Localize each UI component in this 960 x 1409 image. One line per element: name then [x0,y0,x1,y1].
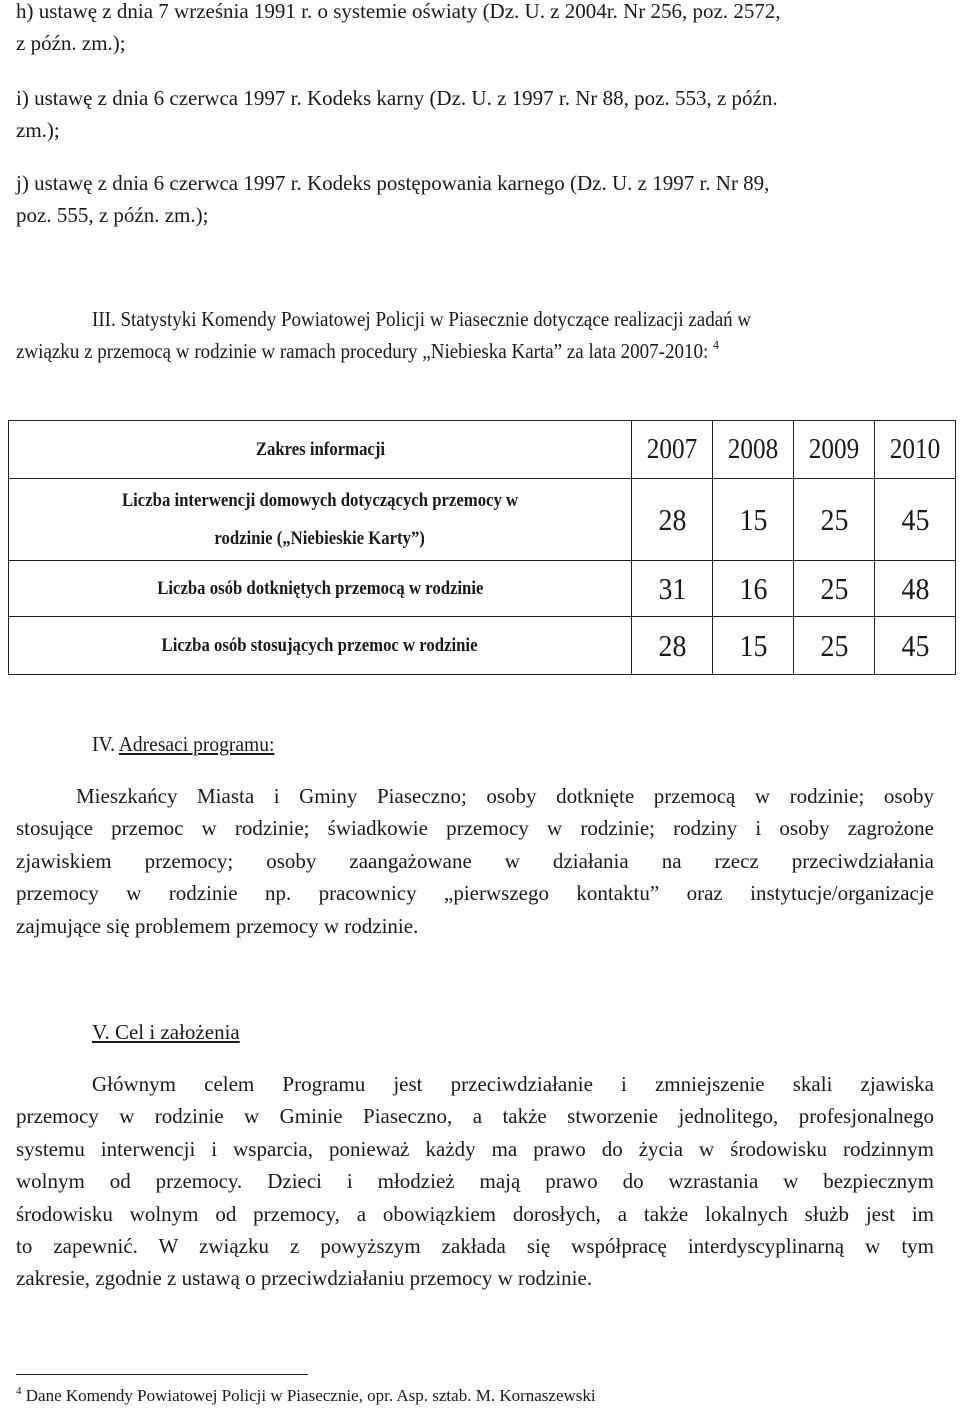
row-label-cell: Liczba osób stosujących przemoc w rodzinie [9,617,632,675]
table-row [9,561,956,617]
header-label-cell: Zakres informacji [9,421,632,479]
value-cell: 25 [794,479,875,561]
footnote [16,1384,596,1408]
value-cell: 48 [875,561,956,617]
list-item-h-line2: z późn. zm.); [16,31,126,55]
statistics-table [8,420,956,675]
value-cell: 25 [794,561,875,617]
footnote-number: 4 [16,1385,22,1397]
header-year-cell: 2009 [794,421,875,479]
table-header-row [9,421,956,479]
footnote-reference: 4 [713,337,719,352]
value-cell: 28 [632,617,713,675]
value-cell: 25 [794,617,875,675]
section-iv-paragraph: Mieszkańcy Miasta i Gminy Piaseczno; osoby dotknięte przemocą w rodzinie; osoby stosujące przemoc w rodzinie; świadkowie przemocy w rodzinie; rodziny i osoby zagrożone zjawiskiem przemocy; osoby zaangażowane w działania na rzecz przeciwdziałania przemocy w rodzinie np. pracownicy „pierwszego kontaktu” oraz instytucje/organizacje zajmujące się problemem przemocy w rodzinie. [16,784,934,938]
footnote-separator [16,1374,308,1375]
value-cell: 15 [713,479,794,561]
list-item-i-line2: zm.); [16,118,60,142]
list-item-h-line1: h) ustawę z dnia 7 września 1991 r. o systemie oświaty (Dz. U. z 2004r. Nr 256, poz. 2572, [16,0,781,23]
section-v-paragraph: Głównym celem Programu jest przeciwdziałanie i zmniejszenie skali zjawiska przemocy w rodzinie w Gminie Piaseczno, a także stworzenie jednolitego, profesjonalnego systemu interwencji i wsparcia, ponieważ każdy ma prawo do życia w środowisku rodzinnym wolnym od przemocy. Dzieci i młodzież mają prawo do wzrastania w bezpiecznym środowisku wolnym od przemocy, a obowiązkiem dorosłych, a także lokalnych służb jest im to zapewnić. W związku z powyższym zakłada się współpracę interdyscyplinarną w tym zakresie, zgodnie z ustawą o przeciwdziałaniu przemocy w rodzinie. [16,1072,934,1291]
row-label-cell: Liczba osób dotkniętych przemocą w rodzinie [9,561,632,617]
list-item-i-line1: i) ustawę z dnia 6 czerwca 1997 r. Kodeks karny (Dz. U. z 1997 r. Nr 88, poz. 553, z późn. [16,86,778,110]
section-iv-number: IV. [92,732,115,756]
section-iv-title: Adresaci programu: [118,732,275,756]
table-row [9,479,956,561]
row-label-cell: Liczba interwencji domowych dotyczących przemocy w rodzinie („Niebieskie Karty”) [9,479,632,561]
header-year-cell: 2007 [632,421,713,479]
section-iii-heading-line1: III. Statystyki Komendy Powiatowej Policji w Piasecznie dotyczące realizacji zadań w [92,307,752,331]
value-cell: 28 [632,479,713,561]
table-row [9,617,956,675]
section-iii-heading-line2 [16,337,793,365]
value-cell: 45 [875,479,956,561]
footnote-text: Dane Komendy Powiatowej Policji w Piasecznie, opr. Asp. sztab. M. Kornaszewski [25,1386,596,1405]
section-iv-heading [92,730,288,758]
header-year-cell: 2010 [875,421,956,479]
value-cell: 15 [713,617,794,675]
list-item-j-line1: j) ustawę z dnia 6 czerwca 1997 r. Kodeks postępowania karnego (Dz. U. z 1997 r. Nr 89, [16,171,770,195]
section-iii-heading-text: związku z przemocą w rodzinie w ramach procedury „Niebieska Karta” za lata 2007-2010: [16,339,709,363]
header-year-cell: 2008 [713,421,794,479]
value-cell: 31 [632,561,713,617]
list-item-j-line2: poz. 555, z późn. zm.); [16,203,209,227]
value-cell: 45 [875,617,956,675]
value-cell: 16 [713,561,794,617]
section-v-heading: V. Cel i założenia [92,1020,240,1044]
